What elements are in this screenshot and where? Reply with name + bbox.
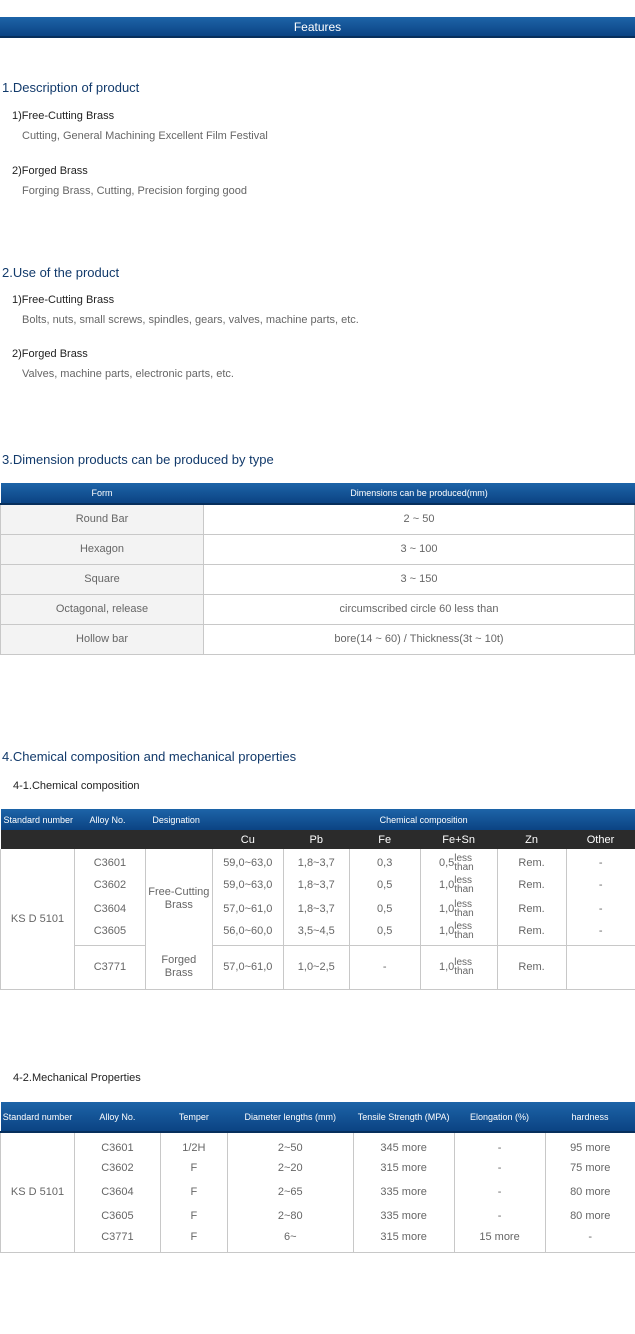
mech-header-alloy: Alloy No.: [74, 1102, 160, 1132]
dim-form-cell: Hexagon: [1, 534, 204, 564]
mech-alloy-cell: C3604: [74, 1180, 160, 1204]
chem-alloy-cell: C3602: [74, 873, 145, 897]
mechanical-properties-table: [0, 1102, 635, 1253]
mech-elongation-cell: -: [454, 1132, 545, 1156]
dim-form-cell: Square: [1, 564, 204, 594]
table-row: [1, 504, 635, 534]
mech-hardness-cell: 80 more: [570, 1186, 611, 1198]
mech-tensile-cell: 335 more: [353, 1180, 454, 1204]
chem-pb-cell: 1,8~3,7: [283, 897, 349, 921]
chem-cu-cell: 59,0~63,0: [212, 849, 283, 873]
mech-diameter-cell: 2~80: [227, 1204, 353, 1228]
chem-zn-cell: Rem.: [497, 945, 566, 989]
chem-fe-cell: 0,5: [349, 897, 420, 921]
dim-header-dimensions: Dimensions can be produced(mm): [204, 483, 635, 504]
chem-fe-cell: 0,5: [349, 921, 420, 945]
chem-other-cell: -: [598, 903, 603, 915]
desc-item-text: Cutting, General Machining Excellent Film Festival: [22, 130, 268, 142]
chem-pb-cell: 1,8~3,7: [283, 873, 349, 897]
section-dimension-title: 3.Dimension products can be produced by type: [2, 452, 274, 467]
chemical-composition-table: [0, 809, 635, 990]
chem-cu-cell: 59,0~63,0: [212, 873, 283, 897]
mech-elongation-cell: -: [454, 1180, 545, 1204]
mechanical-properties-subtitle: 4-2.Mechanical Properties: [13, 1072, 141, 1084]
mech-hardness-cell: 75 more: [570, 1162, 611, 1174]
table-row: [1, 594, 635, 624]
mech-header-hardness: hardness: [545, 1102, 635, 1132]
mech-diameter-cell: 2~65: [227, 1180, 353, 1204]
chem-fe-cell: -: [349, 945, 420, 989]
mech-hardness-cell: 95 more: [570, 1141, 611, 1154]
desc-item-text: Forging Brass, Cutting, Precision forging good: [22, 185, 248, 197]
chem-other-cell: -: [598, 857, 603, 869]
chem-alloy-cell: C3604: [74, 897, 145, 921]
chem-standard-cell: KS D 5101: [1, 849, 75, 989]
chem-zn-cell: Rem.: [497, 873, 566, 897]
chem-header-alloy: Alloy No.: [74, 809, 145, 830]
chem-header-composition: Chemical composition: [212, 809, 635, 830]
chem-fesn-cell: 1,0less than: [420, 945, 497, 989]
chem-other-cell: -: [598, 879, 603, 891]
chem-zn-cell: Rem.: [497, 921, 566, 945]
dim-form-cell: Octagonal, release: [1, 594, 204, 624]
table-row: [1, 921, 635, 945]
mech-header-standard: Standard number: [1, 1102, 75, 1132]
mech-tensile-cell: 335 more: [353, 1204, 454, 1228]
mech-temper-cell: 1/2H: [160, 1132, 227, 1156]
mech-header-temper: Temper: [160, 1102, 227, 1132]
use-item-label: 2)Forged Brass: [12, 348, 88, 360]
chem-alloy-cell: C3605: [74, 921, 145, 945]
dim-value-cell: 3 ~ 150: [204, 564, 635, 594]
chem-subheader-pb: Pb: [283, 830, 349, 849]
chem-fesn-cell: 0,5less than: [420, 849, 497, 873]
chem-cu-cell: 56,0~60,0: [212, 921, 283, 945]
chem-cu-cell: 57,0~61,0: [212, 897, 283, 921]
mech-hardness-cell: 80 more: [570, 1210, 611, 1222]
table-row: [1, 564, 635, 594]
mech-temper-cell: F: [160, 1204, 227, 1228]
chem-fe-cell: 0,5: [349, 873, 420, 897]
chem-subheader-blank: [1, 830, 213, 849]
chem-fesn-cell: 1,0less than: [420, 921, 497, 945]
chem-pb-cell: 3,5~4,5: [283, 921, 349, 945]
chem-subheader-zn: Zn: [497, 830, 566, 849]
section-description-title: 1.Description of product: [2, 80, 140, 95]
chem-pb-cell: 1,0~2,5: [283, 945, 349, 989]
mech-alloy-cell: C3605: [74, 1204, 160, 1228]
mech-header-elongation: Elongation (%): [454, 1102, 545, 1132]
chem-pb-cell: 1,8~3,7: [283, 849, 349, 873]
dim-value-cell: 3 ~ 100: [204, 534, 635, 564]
desc-item-label: 1)Free-Cutting Brass: [12, 110, 115, 122]
table-row: [1, 1180, 635, 1204]
dim-form-cell: Round Bar: [1, 504, 204, 534]
table-row: [1, 1156, 635, 1180]
dim-header-form: Form: [1, 483, 204, 504]
section-use-title: 2.Use of the product: [2, 265, 120, 280]
chem-subheader-fe: Fe: [349, 830, 420, 849]
chem-header-designation: Designation: [145, 809, 212, 830]
mech-diameter-cell: 2~50: [227, 1132, 353, 1156]
dim-value-cell: 2 ~ 50: [204, 504, 635, 534]
mech-diameter-cell: 6~: [227, 1228, 353, 1252]
table-row: [1, 1228, 635, 1252]
chem-cu-cell: 57,0~61,0: [212, 945, 283, 989]
mech-header-diameter: Diameter lengths (mm): [227, 1102, 353, 1132]
mech-temper-cell: F: [160, 1180, 227, 1204]
mech-alloy-cell: C3771: [74, 1228, 160, 1252]
mech-elongation-cell: -: [454, 1204, 545, 1228]
dim-value-cell: bore(14 ~ 60) / Thickness(3t ~ 10t): [204, 624, 635, 654]
chem-header-standard: Standard number: [1, 809, 75, 830]
table-row: [1, 534, 635, 564]
section-chemical-title: 4.Chemical composition and mechanical properties: [2, 749, 297, 764]
use-item-text: Bolts, nuts, small screws, spindles, gears, valves, machine parts, etc.: [22, 314, 359, 326]
mech-temper-cell: F: [160, 1228, 227, 1252]
dim-value-cell: circumscribed circle 60 less than: [204, 594, 635, 624]
mech-tensile-cell: 345 more: [353, 1132, 454, 1156]
chem-designation-cell: Free-Cutting Brass: [145, 849, 212, 945]
chem-subheader-cu: Cu: [212, 830, 283, 849]
table-row: [1, 873, 635, 897]
table-row: [1, 849, 635, 873]
mech-elongation-cell: 15 more: [454, 1228, 545, 1252]
chem-other-cell: [566, 945, 635, 989]
chem-fesn-cell: 1,0less than: [420, 897, 497, 921]
mech-tensile-cell: 315 more: [353, 1228, 454, 1252]
mech-header-tensile: Tensile Strength (MPA): [353, 1102, 454, 1132]
table-row: [1, 1132, 635, 1156]
dimension-table: [0, 483, 635, 655]
mech-elongation-cell: -: [454, 1156, 545, 1180]
chem-fesn-cell: 1,0less than: [420, 873, 497, 897]
use-item-label: 1)Free-Cutting Brass: [12, 294, 115, 306]
mech-tensile-cell: 315 more: [353, 1156, 454, 1180]
desc-item-label: 2)Forged Brass: [12, 165, 88, 177]
chem-subheader-fesn: Fe+Sn: [420, 830, 497, 849]
chem-zn-cell: Rem.: [497, 849, 566, 873]
chemical-composition-subtitle: 4-1.Chemical composition: [13, 780, 140, 792]
features-header-bar: Features: [0, 17, 635, 38]
mech-hardness-cell: -: [545, 1228, 635, 1252]
chem-zn-cell: Rem.: [497, 897, 566, 921]
mech-diameter-cell: 2~20: [227, 1156, 353, 1180]
chem-alloy-cell: C3771: [74, 945, 145, 989]
mech-temper-cell: F: [160, 1156, 227, 1180]
table-row: [1, 945, 635, 989]
chem-fe-cell: 0,3: [349, 849, 420, 873]
use-item-text: Valves, machine parts, electronic parts, etc.: [22, 368, 234, 380]
chem-subheader-other: Other: [566, 830, 635, 849]
mech-standard-cell: KS D 5101: [1, 1132, 75, 1252]
chem-other-cell: -: [566, 921, 635, 945]
table-row: [1, 897, 635, 921]
table-row: [1, 1204, 635, 1228]
mech-alloy-cell: C3601: [74, 1132, 160, 1156]
dim-form-cell: Hollow bar: [1, 624, 204, 654]
table-row: [1, 624, 635, 654]
mech-alloy-cell: C3602: [74, 1156, 160, 1180]
chem-alloy-cell: C3601: [74, 849, 145, 873]
chem-designation-cell: Forged Brass: [145, 945, 212, 989]
